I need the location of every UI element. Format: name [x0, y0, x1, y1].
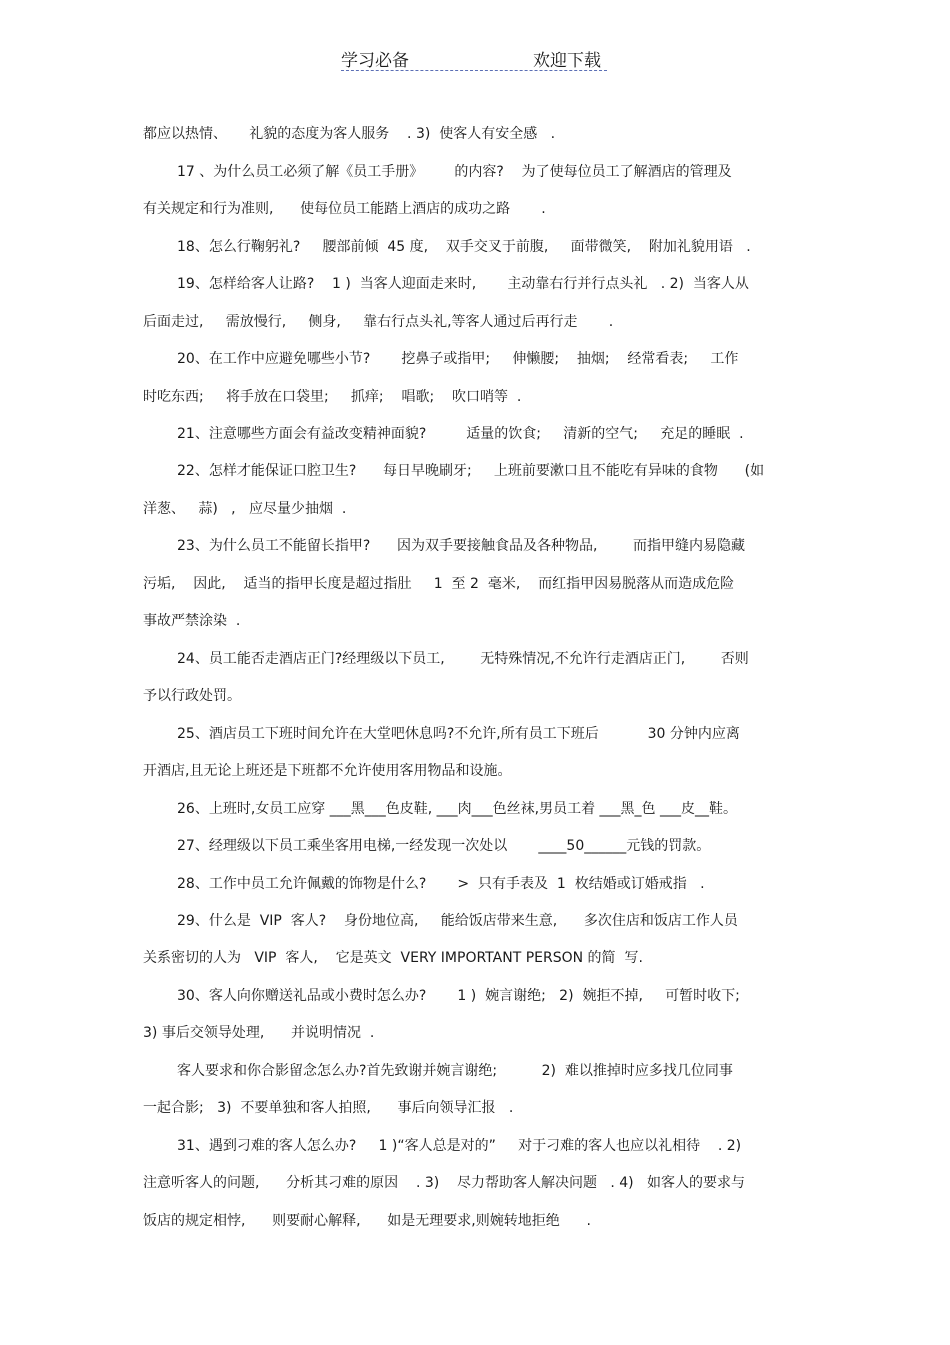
text-line: 19、怎样给客人让路? 1 ) 当客人迎面走来时, 主动靠右行并行点头礼 . 2) 当客人从	[177, 276, 749, 292]
header-divider	[341, 70, 607, 71]
text-line: 31、遇到刁难的客人怎么办? 1 )“客人总是对的” 对于刁难的客人也应以礼相待 . 2)	[177, 1138, 742, 1154]
page-header	[0, 46, 950, 76]
text-line: 事故严禁涂染 .	[143, 613, 241, 629]
text-line: 都应以热情、 礼貌的态度为客人服务 . 3) 使客人有安全感 .	[143, 126, 556, 142]
text-line: 注意听客人的问题, 分析其刁难的原因 . 3) 尽力帮助客人解决问题 . 4) 如客人的要求与	[143, 1175, 745, 1191]
text-line: 时吃东西; 将手放在口袋里; 抓痒; 唱歌; 吹口哨等 .	[143, 389, 522, 405]
text-line: 29、什么是 VIP 客人? 身份地位高, 能给饭店带来生意, 多次住店和饭店工作人员	[177, 913, 738, 929]
text-line: 3) 事后交领导处理, 并说明情况 .	[143, 1025, 375, 1041]
text-line: 30、客人向你赠送礼品或小费时怎么办? 1 ) 婉言谢绝; 2) 婉拒不掉, 可暂时收下;	[177, 988, 740, 1004]
text-line: 26、上班时,女员工应穿 ___黑___色皮鞋, ___肉___色丝袜,男员工着 ___黑_色 ___皮__鞋。	[177, 801, 737, 817]
text-line: 28、工作中员工允许佩戴的饰物是什么? > 只有手表及 1 枚结婚或订婚戒指 .	[177, 876, 705, 892]
text-line: 20、在工作中应避免哪些小节? 挖鼻子或指甲; 伸懒腰; 抽烟; 经常看表; 工作	[177, 351, 739, 367]
text-line: 一起合影; 3) 不要单独和客人拍照, 事后向领导汇报 .	[143, 1100, 514, 1116]
text-line: 18、怎么行鞠躬礼? 腰部前倾 45 度, 双手交叉于前腹, 面带微笑, 附加礼貌用语 .	[177, 239, 751, 255]
text-line: 开酒店,且无论上班还是下班都不允许使用客用物品和设施。	[143, 763, 512, 779]
text-line: 后面走过, 需放慢行, 侧身, 靠右行点头礼,等客人通过后再行走 .	[143, 314, 614, 330]
text-line: 23、为什么员工不能留长指甲? 因为双手要接触食品及各种物品, 而指甲缝内易隐藏	[177, 538, 745, 554]
text-line: 关系密切的人为 VIP 客人, 它是英文 VERY IMPORTANT PERSON 的简 写.	[143, 950, 643, 966]
header-right-text: 欢迎下载	[533, 51, 601, 71]
text-line: 21、注意哪些方面会有益改变精神面貌? 适量的饮食; 清新的空气; 充足的睡眠 .	[177, 426, 744, 442]
text-line: 17 、为什么员工必须了解《员工手册》 的内容? 为了使每位员工了解酒店的管理及	[177, 164, 732, 180]
text-line: 22、怎样才能保证口腔卫生? 每日早晚刷牙; 上班前要漱口且不能吃有异味的食物 (如	[177, 463, 765, 479]
text-line: 27、经理级以下员工乘坐客用电梯,一经发现一次处以 ____50______元钱的罚款。	[177, 838, 711, 854]
text-line: 洋葱、 蒜) , 应尽量少抽烟 .	[143, 501, 347, 517]
text-line: 有关规定和行为准则, 使每位员工能踏上酒店的成功之路 .	[143, 201, 546, 217]
header-left-text: 学习必备	[341, 51, 409, 71]
text-line: 25、酒店员工下班时间允许在大堂吧休息吗?不允许,所有员工下班后 30 分钟内应离	[177, 726, 740, 742]
text-line: 饭店的规定相悖, 则要耐心解释, 如是无理要求,则婉转地拒绝 .	[143, 1213, 591, 1229]
text-line: 予以行政处罚。	[143, 688, 241, 704]
text-line: 污垢, 因此, 适当的指甲长度是超过指肚 1 至 2 毫米, 而红指甲因易脱落从而造成危险	[143, 576, 735, 592]
text-line: 客人要求和你合影留念怎么办?首先致谢并婉言谢绝; 2) 难以推掉时应多找几位同事	[177, 1063, 733, 1079]
text-line: 24、员工能否走酒店正门?经理级以下员工, 无特殊情况,不允许行走酒店正门, 否则	[177, 651, 749, 667]
